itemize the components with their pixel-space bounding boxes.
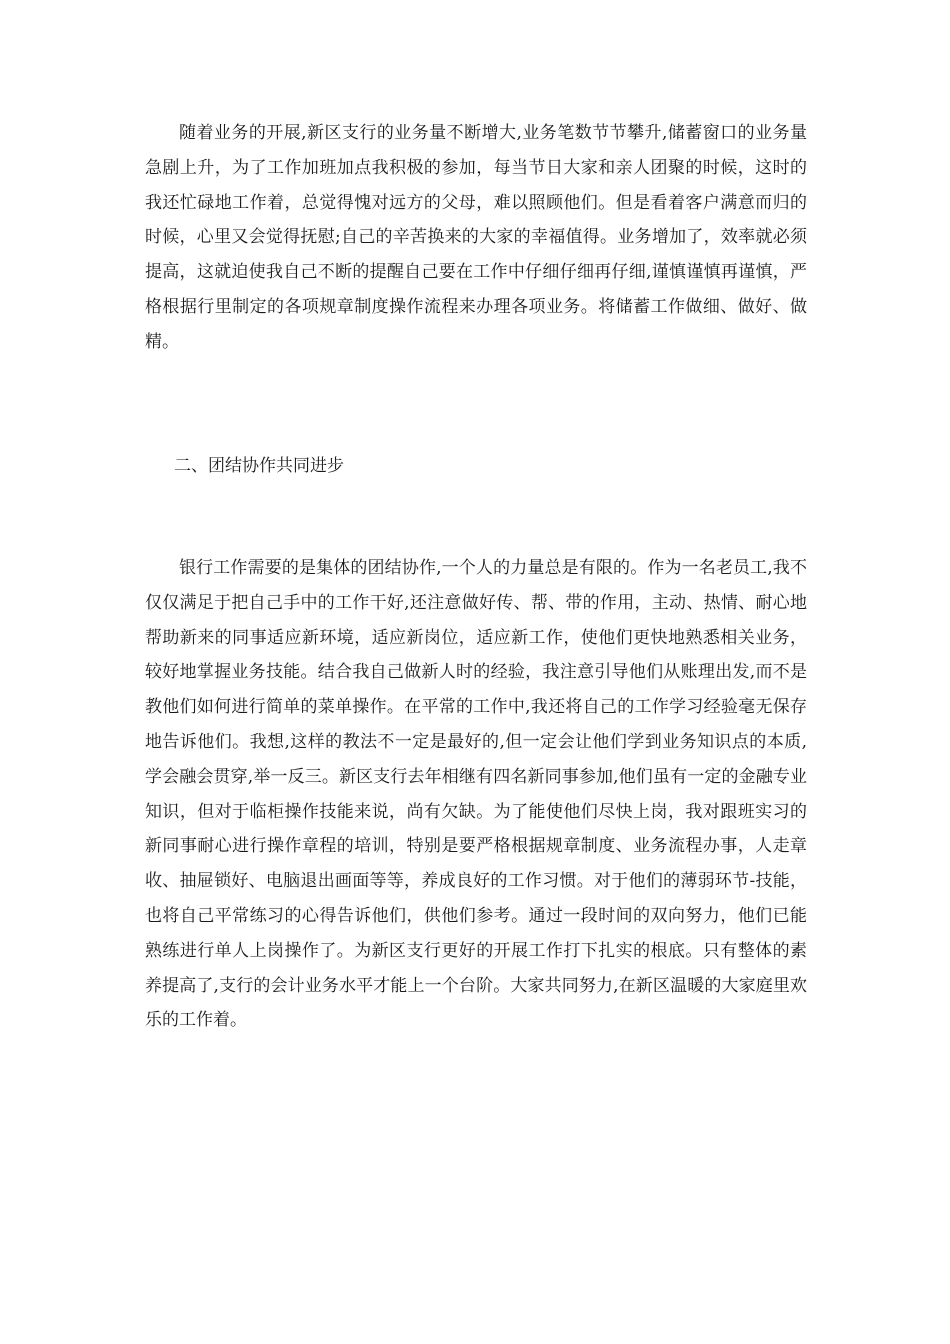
section-heading: 二、团结协作共同进步 [174,456,344,476]
body-paragraph: 随着业务的开展,新区支行的业务量不断增大,业务笔数节节攀升,储蓄窗口的业务量急剧上升，为了工作加班加点我积极的参加，每当节日大家和亲人团聚的时候，这时的我还忙碌地工作着，总觉得愧对远方的父母，难以照顾他们。但是看着客户满意而归的时候，心里又会觉得抚慰;自己的辛苦换来的大家的幸福值得。业务增加了，效率就必须提高，这就迫使我自己不断的提醒自己要在工作中仔细仔细再仔细,谨慎谨慎再谨慎，严格根据行里制定的各项规章制度操作流程来办理各项业务。将储蓄工作做细、做好、做精。 [145,123,807,352]
body-paragraph: 银行工作需要的是集体的团结协作,一个人的力量总是有限的。作为一名老员工,我不仅仅满足于把自己手中的工作干好,还注意做好传、帮、带的作用，主动、热情、耐心地帮助新来的同事适应新环境，适应新岗位，适应新工作，使他们更快地熟悉相关业务，较好地掌握业务技能。结合我自己做新人时的经验，我注意引导他们从账理出发,而不是教他们如何进行简单的菜单操作。在平常的工作中,我还将自己的工作学习经验毫无保存地告诉他们。我想,这样的教法不一定是最好的,但一定会让他们学到业务知识点的本质,学会融会贯穿,举一反三。新区支行去年相继有四名新同事参加,他们虽有一定的金融专业知识，但对于临柜操作技能来说，尚有欠缺。为了能使他们尽快上岗，我对跟班实习的新同事耐心进行操作章程的培训，特别是要严格根据规章制度、业务流程办事，人走章收、抽屉锁好、电脑退出画面等等，养成良好的工作习惯。对于他们的薄弱环节-技能，也将自己平常练习的心得告诉他们，供他们参考。通过一段时间的双向努力，他们已能熟练进行单人上岗操作了。为新区支行更好的开展工作打下扎实的根底。只有整体的素养提高了,支行的会计业务水平才能上一个台阶。大家共同努力,在新区温暖的大家庭里欢乐的工作着。 [145,558,807,1031]
